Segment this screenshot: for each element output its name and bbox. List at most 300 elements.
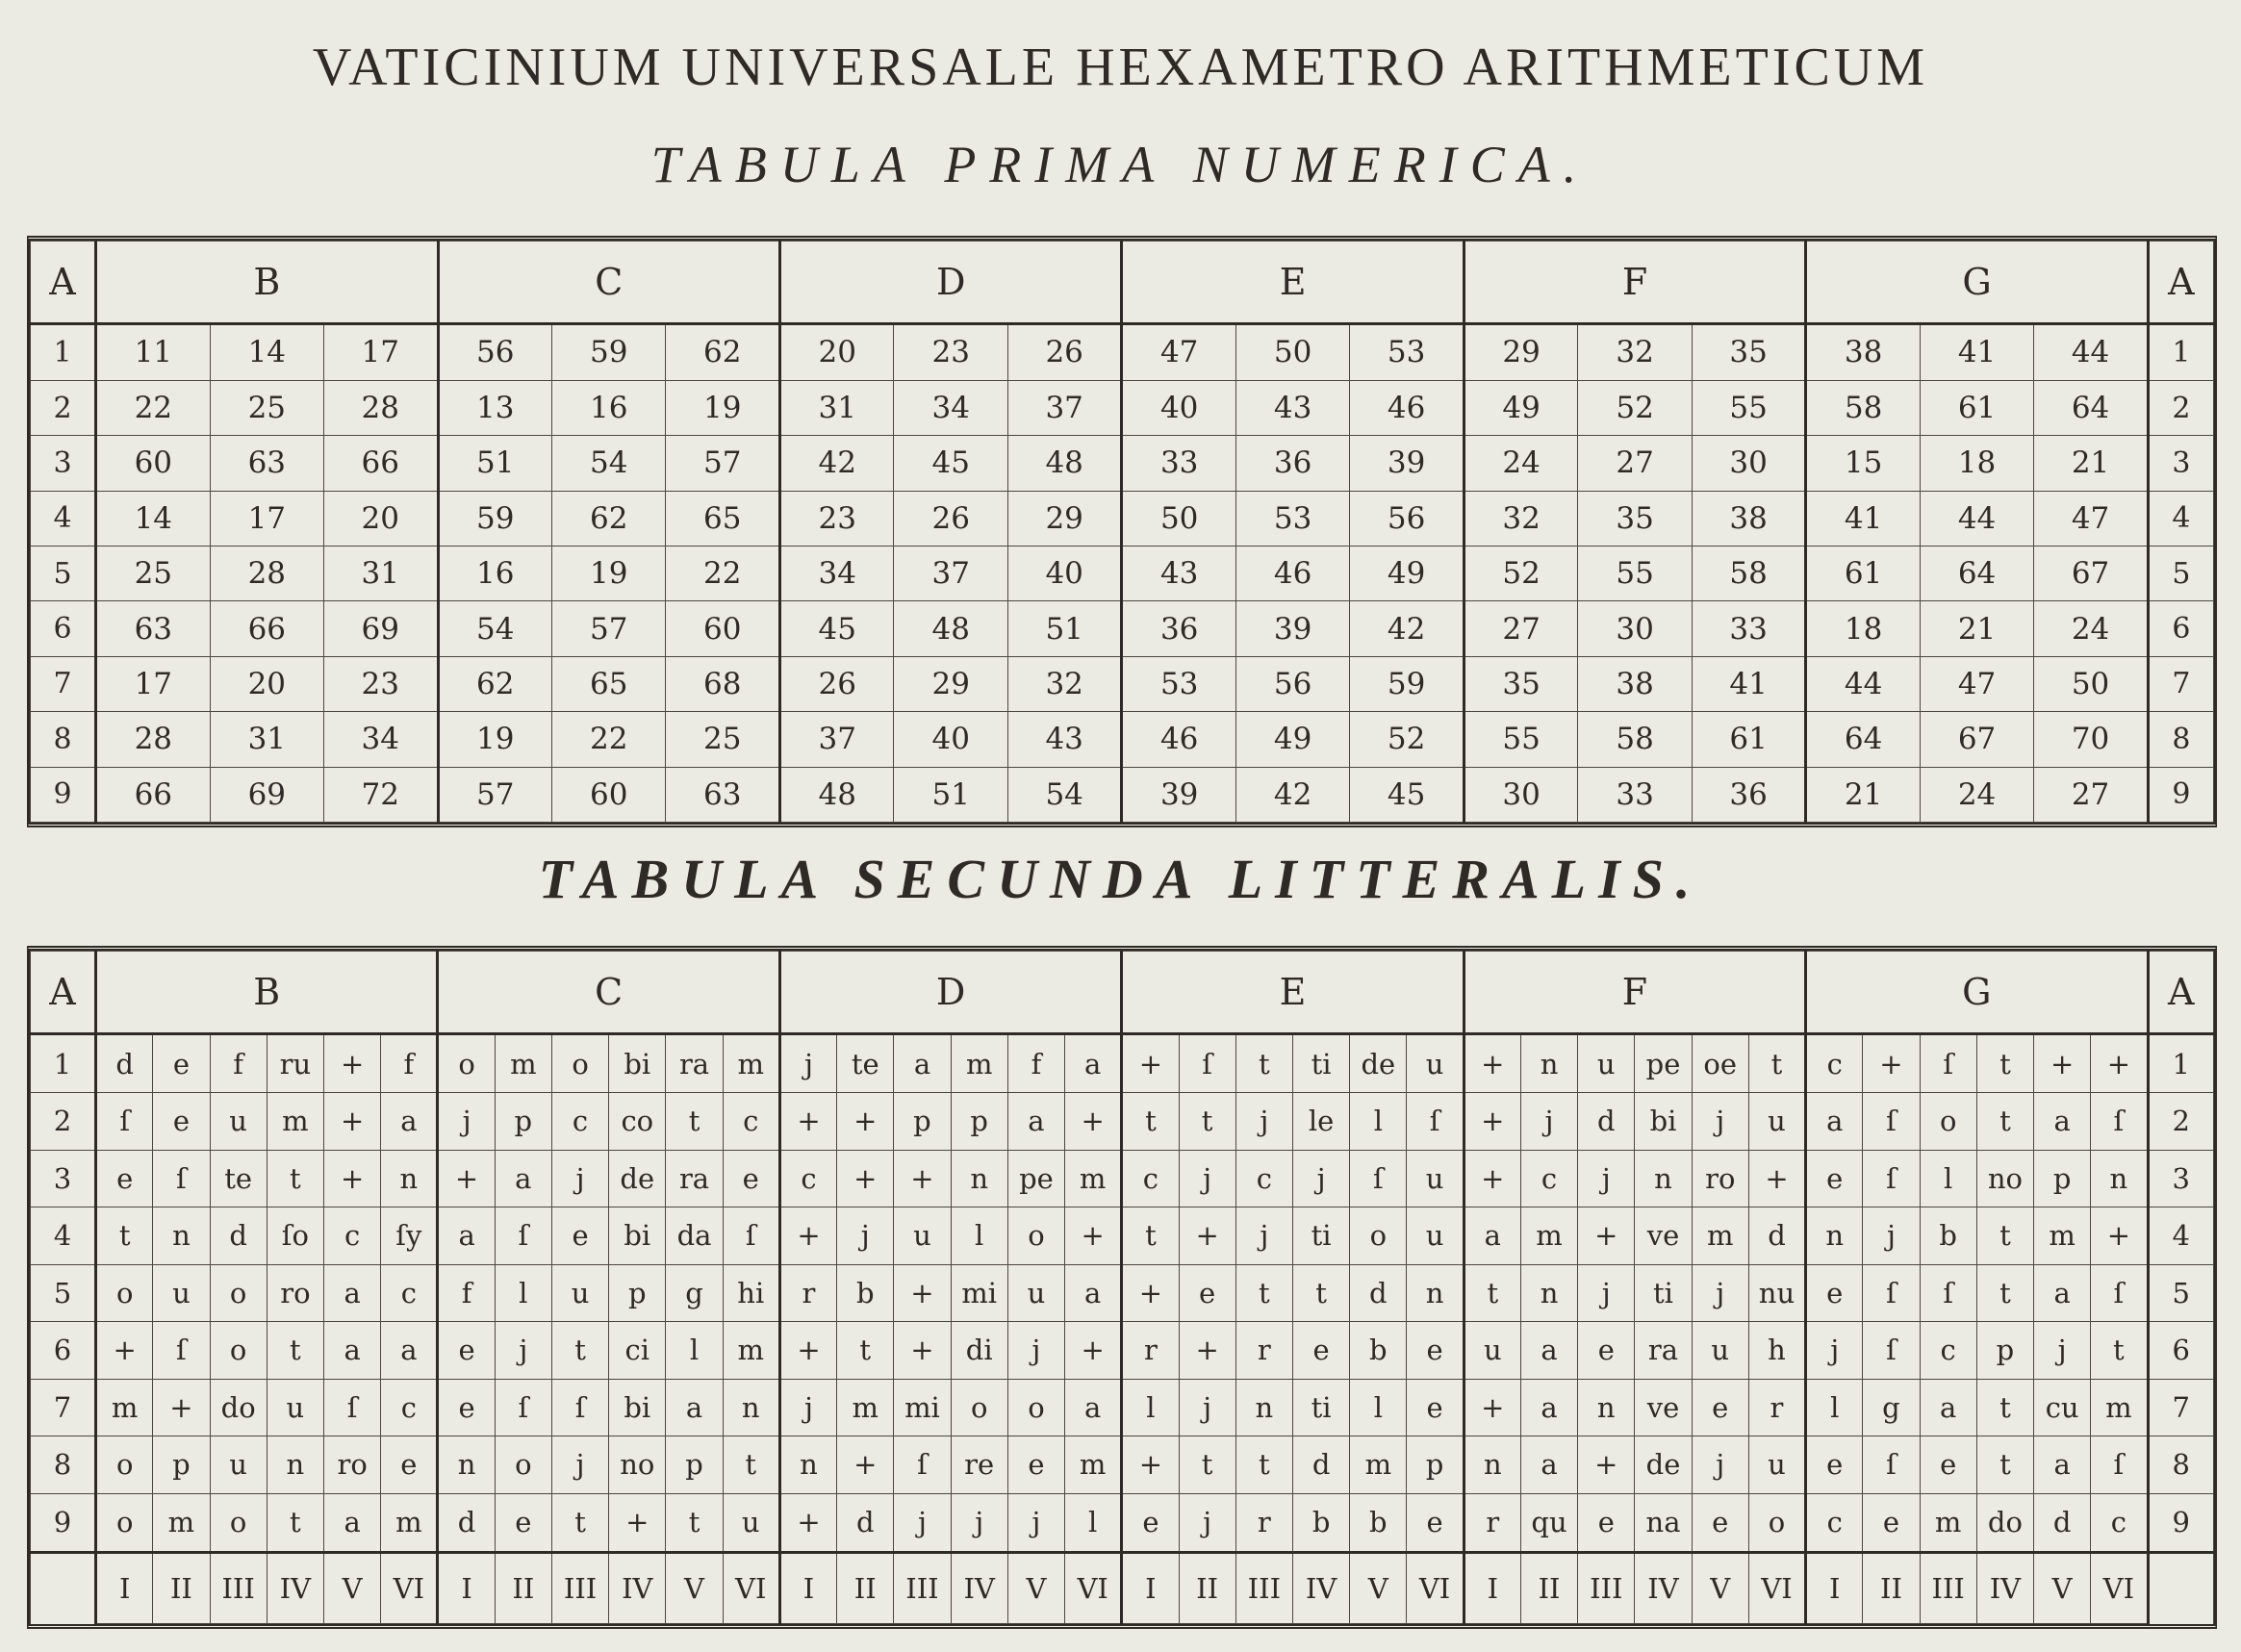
table-cell: ſ <box>153 1150 210 1207</box>
column-header-g: G <box>1806 952 2148 1034</box>
table-cell: 24 <box>1464 436 1577 491</box>
table-cell: 38 <box>1692 491 1805 546</box>
table-cell: ti <box>1292 1207 1349 1265</box>
table-cell: + <box>1179 1207 1235 1265</box>
footer-numeral: VI <box>381 1553 438 1624</box>
table-cell: j <box>1179 1493 1235 1552</box>
table-cell: + <box>324 1034 381 1093</box>
table-cell: 16 <box>552 380 666 435</box>
table-cell: ru <box>267 1034 323 1093</box>
table-cell: t <box>551 1493 608 1552</box>
table-cell: pe <box>1007 1150 1064 1207</box>
table-cell: 35 <box>1578 491 1692 546</box>
table-cell: 41 <box>1806 491 1920 546</box>
table-cell: 20 <box>324 491 438 546</box>
table-cell: 37 <box>894 546 1007 601</box>
table-cell: l <box>1350 1093 1407 1151</box>
table-cell: e <box>1920 1436 1976 1494</box>
row-key-left: 4 <box>31 1207 96 1265</box>
table-cell: e <box>1578 1322 1635 1380</box>
column-header-c: C <box>438 241 779 324</box>
table-cell: n <box>153 1207 210 1265</box>
table-cell: a <box>1520 1322 1577 1380</box>
table-cell: u <box>1464 1322 1520 1380</box>
table-cell: d <box>96 1034 153 1093</box>
table-cell: o <box>551 1034 608 1093</box>
table-cell: de <box>1350 1034 1407 1093</box>
table-cell: e <box>1407 1493 1464 1552</box>
table-cell: t <box>96 1207 153 1265</box>
table-cell: u <box>1692 1322 1748 1380</box>
table-cell: e <box>438 1379 495 1436</box>
table-cell: le <box>1292 1093 1349 1151</box>
row-key-left: 6 <box>31 601 96 656</box>
row-key-right: 6 <box>2148 601 2213 656</box>
table-cell: o <box>96 1493 153 1552</box>
table-cell: 53 <box>1235 491 1349 546</box>
table-cell: ve <box>1635 1379 1692 1436</box>
table-cell: 32 <box>1007 656 1121 711</box>
table-cell: a <box>1520 1379 1577 1436</box>
table-cell: m <box>1350 1436 1407 1494</box>
column-header-c: C <box>438 952 779 1034</box>
row-key-left: 7 <box>31 1379 96 1436</box>
footer-numeral: II <box>495 1553 551 1624</box>
table-row <box>31 601 2214 656</box>
table-cell: + <box>837 1150 894 1207</box>
table-cell: te <box>210 1150 267 1207</box>
row-key-right: 9 <box>2148 1493 2214 1552</box>
table-cell: 41 <box>1920 324 2033 381</box>
table-cell: 48 <box>1007 436 1121 491</box>
table-cell: e <box>1122 1493 1179 1552</box>
table-cell: ſ <box>1863 1150 1920 1207</box>
table-row <box>31 1034 2214 1093</box>
table-cell: j <box>1235 1093 1292 1151</box>
table-cell: n <box>1806 1207 1863 1265</box>
table-cell: na <box>1635 1493 1692 1552</box>
column-header-a-right: A <box>2148 241 2213 324</box>
table-cell: u <box>1007 1264 1064 1322</box>
table-cell: ti <box>1292 1034 1349 1093</box>
table-cell: j <box>1863 1207 1920 1265</box>
footer-numeral: V <box>1350 1553 1407 1624</box>
table-cell: 41 <box>1692 656 1805 711</box>
table-cell: 23 <box>324 656 438 711</box>
table-cell: 36 <box>1122 601 1235 656</box>
table-cell: 13 <box>438 380 551 435</box>
column-header-a-right: A <box>2148 952 2214 1034</box>
table-cell: 56 <box>1350 491 1464 546</box>
table-cell: ſ <box>1407 1093 1464 1151</box>
table-cell: e <box>495 1493 551 1552</box>
table-cell: + <box>1578 1207 1635 1265</box>
footer-numeral: V <box>1007 1553 1064 1624</box>
table-cell: j <box>1007 1493 1064 1552</box>
table-cell: 53 <box>1350 324 1464 381</box>
row-key-right: 3 <box>2148 436 2213 491</box>
table-cell: c <box>1122 1150 1179 1207</box>
footer-numeral: I <box>96 1553 153 1624</box>
table-cell: t <box>1179 1093 1235 1151</box>
table-cell: c <box>1235 1150 1292 1207</box>
table-cell: j <box>2034 1322 2091 1380</box>
table-cell: 34 <box>324 712 438 767</box>
table-row <box>31 491 2214 546</box>
table-cell: 55 <box>1692 380 1805 435</box>
table-cell: a <box>894 1034 951 1093</box>
column-header-d: D <box>779 952 1121 1034</box>
table-cell: + <box>609 1493 666 1552</box>
table-cell: 23 <box>779 491 893 546</box>
table-cell: e <box>1692 1379 1748 1436</box>
table-cell: n <box>2091 1150 2148 1207</box>
column-header-d: D <box>779 241 1121 324</box>
table-cell: e <box>551 1207 608 1265</box>
table-cell: f <box>210 1034 267 1093</box>
table-cell: 52 <box>1350 712 1464 767</box>
table-cell: 51 <box>1007 601 1121 656</box>
table-cell: t <box>1976 1034 2033 1093</box>
table-cell: 57 <box>666 436 779 491</box>
table-cell: o <box>1350 1207 1407 1265</box>
table-cell: ro <box>1692 1150 1748 1207</box>
table-cell: + <box>438 1150 495 1207</box>
table-cell: m <box>723 1034 779 1093</box>
table-cell: 47 <box>1122 324 1235 381</box>
table-cell: j <box>1235 1207 1292 1265</box>
table-cell: c <box>381 1264 438 1322</box>
table-row <box>31 324 2214 381</box>
table-cell: 27 <box>1464 601 1577 656</box>
footer-numeral: IV <box>1635 1553 1692 1624</box>
table-cell: t <box>666 1093 723 1151</box>
table-cell: m <box>1520 1207 1577 1265</box>
table-cell: 67 <box>2034 546 2148 601</box>
footer-numeral: III <box>1235 1553 1292 1624</box>
table-cell: 27 <box>2034 767 2148 822</box>
footer-numeral: I <box>1806 1553 1863 1624</box>
row-key-left: 4 <box>31 491 96 546</box>
table-cell: t <box>1292 1264 1349 1322</box>
table-cell: u <box>1748 1436 1805 1494</box>
table-cell: 37 <box>1007 380 1121 435</box>
column-header-e: E <box>1122 952 1464 1034</box>
table-cell: ro <box>324 1436 381 1494</box>
table-cell: j <box>1692 1264 1748 1322</box>
table-cell: j <box>1007 1322 1064 1380</box>
table-cell: 56 <box>1235 656 1349 711</box>
table-cell: c <box>1920 1322 1976 1380</box>
table-cell: 29 <box>894 656 1007 711</box>
table-row <box>31 546 2214 601</box>
table-row <box>31 1093 2214 1151</box>
table-cell: t <box>1976 1379 2033 1436</box>
table-cell: ſ <box>1179 1034 1235 1093</box>
row-key-right: 1 <box>2148 324 2213 381</box>
table-cell: ra <box>666 1034 723 1093</box>
footer-numeral: VI <box>723 1553 779 1624</box>
table-cell: ra <box>666 1150 723 1207</box>
table-cell: e <box>1806 1264 1863 1322</box>
table-cell: 66 <box>324 436 438 491</box>
table-cell: e <box>1806 1150 1863 1207</box>
table-cell: 44 <box>1806 656 1920 711</box>
table-cell: t <box>1235 1034 1292 1093</box>
table-cell: e <box>1407 1379 1464 1436</box>
table-cell: re <box>951 1436 1007 1494</box>
table-cell: + <box>1464 1093 1520 1151</box>
table-cell: + <box>1578 1436 1635 1494</box>
table-cell: 34 <box>894 380 1007 435</box>
table-cell: + <box>779 1322 836 1380</box>
table-cell: ra <box>1635 1322 1692 1380</box>
column-header-a: A <box>31 241 96 324</box>
table-cell: + <box>837 1436 894 1494</box>
table-cell: t <box>1976 1264 2033 1322</box>
table-cell: d <box>1350 1264 1407 1322</box>
table-cell: e <box>1806 1436 1863 1494</box>
table-cell: e <box>438 1322 495 1380</box>
table-cell: + <box>779 1207 836 1265</box>
table-cell: o <box>495 1436 551 1494</box>
table-cell: + <box>894 1264 951 1322</box>
table-cell: 31 <box>324 546 438 601</box>
table-cell: 25 <box>666 712 779 767</box>
table-cell: 27 <box>1578 436 1692 491</box>
letter-table <box>27 946 2217 1629</box>
table-cell: ſ <box>1863 1093 1920 1151</box>
table-cell: b <box>837 1264 894 1322</box>
footer-numeral: IV <box>609 1553 666 1624</box>
table-cell: n <box>1407 1264 1464 1322</box>
table-cell: 66 <box>96 767 210 822</box>
table-cell: r <box>779 1264 836 1322</box>
table-cell: 59 <box>552 324 666 381</box>
table-cell: + <box>837 1093 894 1151</box>
table-cell: o <box>438 1034 495 1093</box>
table-cell: r <box>1122 1322 1179 1380</box>
table-cell: c <box>381 1379 438 1436</box>
page-title: VATICINIUM UNIVERSALE HEXAMETRO ARITHMETICUM <box>312 38 1929 97</box>
table-cell: j <box>1578 1150 1635 1207</box>
table-cell: 61 <box>1692 712 1805 767</box>
table-cell: 23 <box>894 324 1007 381</box>
table-cell: c <box>723 1093 779 1151</box>
table-cell: 28 <box>210 546 323 601</box>
table-cell: o <box>1920 1093 1976 1151</box>
table-cell: l <box>1806 1379 1863 1436</box>
table-cell: o <box>1007 1207 1064 1265</box>
table-cell: m <box>267 1093 323 1151</box>
table-cell: 21 <box>1806 767 1920 822</box>
table-cell: 63 <box>210 436 323 491</box>
table-cell: j <box>551 1436 608 1494</box>
row-key-left: 6 <box>31 1322 96 1380</box>
table-cell: 57 <box>552 601 666 656</box>
table-cell: o <box>1007 1379 1064 1436</box>
table-cell: 35 <box>1692 324 1805 381</box>
table2-title: TABULA SECUNDA LITTERALIS. <box>538 848 1703 910</box>
table-cell: t <box>267 1493 323 1552</box>
table1-title: TABULA PRIMA NUMERICA. <box>650 136 1591 193</box>
table-cell: + <box>894 1322 951 1380</box>
table-cell: 61 <box>1920 380 2033 435</box>
table-cell: 39 <box>1235 601 1349 656</box>
table-cell: d <box>1292 1436 1349 1494</box>
table-cell: p <box>1976 1322 2033 1380</box>
table-cell: p <box>894 1093 951 1151</box>
row-key-right: 7 <box>2148 656 2213 711</box>
table-cell: ſo <box>267 1207 323 1265</box>
table-cell: 42 <box>1350 601 1464 656</box>
table-cell: bi <box>609 1034 666 1093</box>
table-cell: 32 <box>1464 491 1577 546</box>
table-cell: 57 <box>438 767 551 822</box>
table-cell: a <box>1806 1093 1863 1151</box>
table-cell: 26 <box>779 656 893 711</box>
footer-numeral: VI <box>1065 1553 1122 1624</box>
table-cell: 30 <box>1692 436 1805 491</box>
table-cell: qu <box>1520 1493 1577 1552</box>
table-cell: l <box>1122 1379 1179 1436</box>
table-cell: j <box>1578 1264 1635 1322</box>
row-key-right: 4 <box>2148 491 2213 546</box>
table-cell: 40 <box>1007 546 1121 601</box>
table-cell: h <box>1748 1322 1805 1380</box>
table-cell: 43 <box>1007 712 1121 767</box>
table-cell: + <box>1863 1034 1920 1093</box>
table-cell: u <box>1748 1093 1805 1151</box>
table-cell: 18 <box>1920 436 2033 491</box>
table-cell: 36 <box>1692 767 1805 822</box>
table-cell: 50 <box>1235 324 1349 381</box>
table-cell: 45 <box>779 601 893 656</box>
table-row <box>31 1493 2214 1552</box>
table-cell: t <box>1235 1264 1292 1322</box>
table-cell: m <box>1065 1150 1122 1207</box>
row-key-right: 2 <box>2148 1093 2214 1151</box>
table-cell: 50 <box>2034 656 2148 711</box>
footer-numeral: III <box>210 1553 267 1624</box>
table-cell: o <box>210 1264 267 1322</box>
table-cell: m <box>381 1493 438 1552</box>
row-key-left: 3 <box>31 1150 96 1207</box>
table-cell: ſ <box>1863 1322 1920 1380</box>
table-cell: n <box>779 1436 836 1494</box>
table-cell: ſ <box>551 1379 608 1436</box>
table-cell: e <box>1407 1322 1464 1380</box>
table-cell: 19 <box>438 712 551 767</box>
table-cell: ſ <box>2091 1436 2148 1494</box>
row-key-right: 9 <box>2148 767 2213 822</box>
table-cell: a <box>1464 1207 1520 1265</box>
table-cell: ſ <box>1920 1264 1976 1322</box>
table-cell: 70 <box>2034 712 2148 767</box>
column-header-a: A <box>31 952 96 1034</box>
table-cell: m <box>1920 1493 1976 1552</box>
table-cell: r <box>1235 1493 1292 1552</box>
table-cell: 38 <box>1578 656 1692 711</box>
table-cell: co <box>609 1093 666 1151</box>
table-cell: 56 <box>438 324 551 381</box>
table-cell: m <box>1692 1207 1748 1265</box>
table-cell: e <box>153 1034 210 1093</box>
footer-numeral: V <box>1692 1553 1748 1624</box>
table-cell: nu <box>1748 1264 1805 1322</box>
table-cell: 36 <box>1235 436 1349 491</box>
table-cell: u <box>1407 1034 1464 1093</box>
footer-numeral: VI <box>2091 1553 2148 1624</box>
table-cell: cu <box>2034 1379 2091 1436</box>
column-header-b: B <box>96 241 438 324</box>
table-cell: j <box>1179 1150 1235 1207</box>
table-cell: 49 <box>1350 546 1464 601</box>
row-key-right: 5 <box>2148 1264 2214 1322</box>
table-cell: n <box>1235 1379 1292 1436</box>
row-key-left: 1 <box>31 324 96 381</box>
table-cell: d <box>438 1493 495 1552</box>
row-key-left: 8 <box>31 712 96 767</box>
table-cell: c <box>551 1093 608 1151</box>
table-cell: a <box>324 1322 381 1380</box>
table-cell: mi <box>951 1264 1007 1322</box>
table-row <box>31 1436 2214 1494</box>
table-cell: mi <box>894 1379 951 1436</box>
footer-numeral: IV <box>1292 1553 1349 1624</box>
table-cell: + <box>1122 1034 1179 1093</box>
table-cell: 16 <box>438 546 551 601</box>
table-cell: 58 <box>1692 546 1805 601</box>
table-cell: c <box>1806 1034 1863 1093</box>
table-cell: 59 <box>438 491 551 546</box>
table-cell: n <box>723 1379 779 1436</box>
footer-numeral: I <box>1464 1553 1520 1624</box>
table-row <box>31 1150 2214 1207</box>
table-cell: ſ <box>2091 1093 2148 1151</box>
column-header-g: G <box>1806 241 2148 324</box>
table-cell: 15 <box>1806 436 1920 491</box>
table-cell: 17 <box>96 656 210 711</box>
table-cell: u <box>894 1207 951 1265</box>
table-cell: 66 <box>210 601 323 656</box>
column-header-f: F <box>1464 952 1805 1034</box>
table-cell: 22 <box>552 712 666 767</box>
table-cell: 20 <box>210 656 323 711</box>
table-cell: 32 <box>1578 324 1692 381</box>
table-cell: ti <box>1292 1379 1349 1436</box>
footer-numeral: I <box>438 1553 495 1624</box>
table-cell: 58 <box>1806 380 1920 435</box>
table-cell: p <box>1407 1436 1464 1494</box>
table-cell: n <box>951 1150 1007 1207</box>
table-cell: n <box>1635 1150 1692 1207</box>
table-cell: m <box>96 1379 153 1436</box>
table-cell: 52 <box>1578 380 1692 435</box>
table-cell: 62 <box>438 656 551 711</box>
table-cell: 60 <box>552 767 666 822</box>
row-key-left: 2 <box>31 380 96 435</box>
column-header-e: E <box>1122 241 1464 324</box>
footer-numeral: IV <box>951 1553 1007 1624</box>
table-cell: a <box>495 1150 551 1207</box>
table-cell: 20 <box>779 324 893 381</box>
table-cell: 46 <box>1350 380 1464 435</box>
table-cell: 69 <box>324 601 438 656</box>
table-cell: a <box>1520 1436 1577 1494</box>
row-key-left: 2 <box>31 1093 96 1151</box>
table-cell: 44 <box>2034 324 2148 381</box>
